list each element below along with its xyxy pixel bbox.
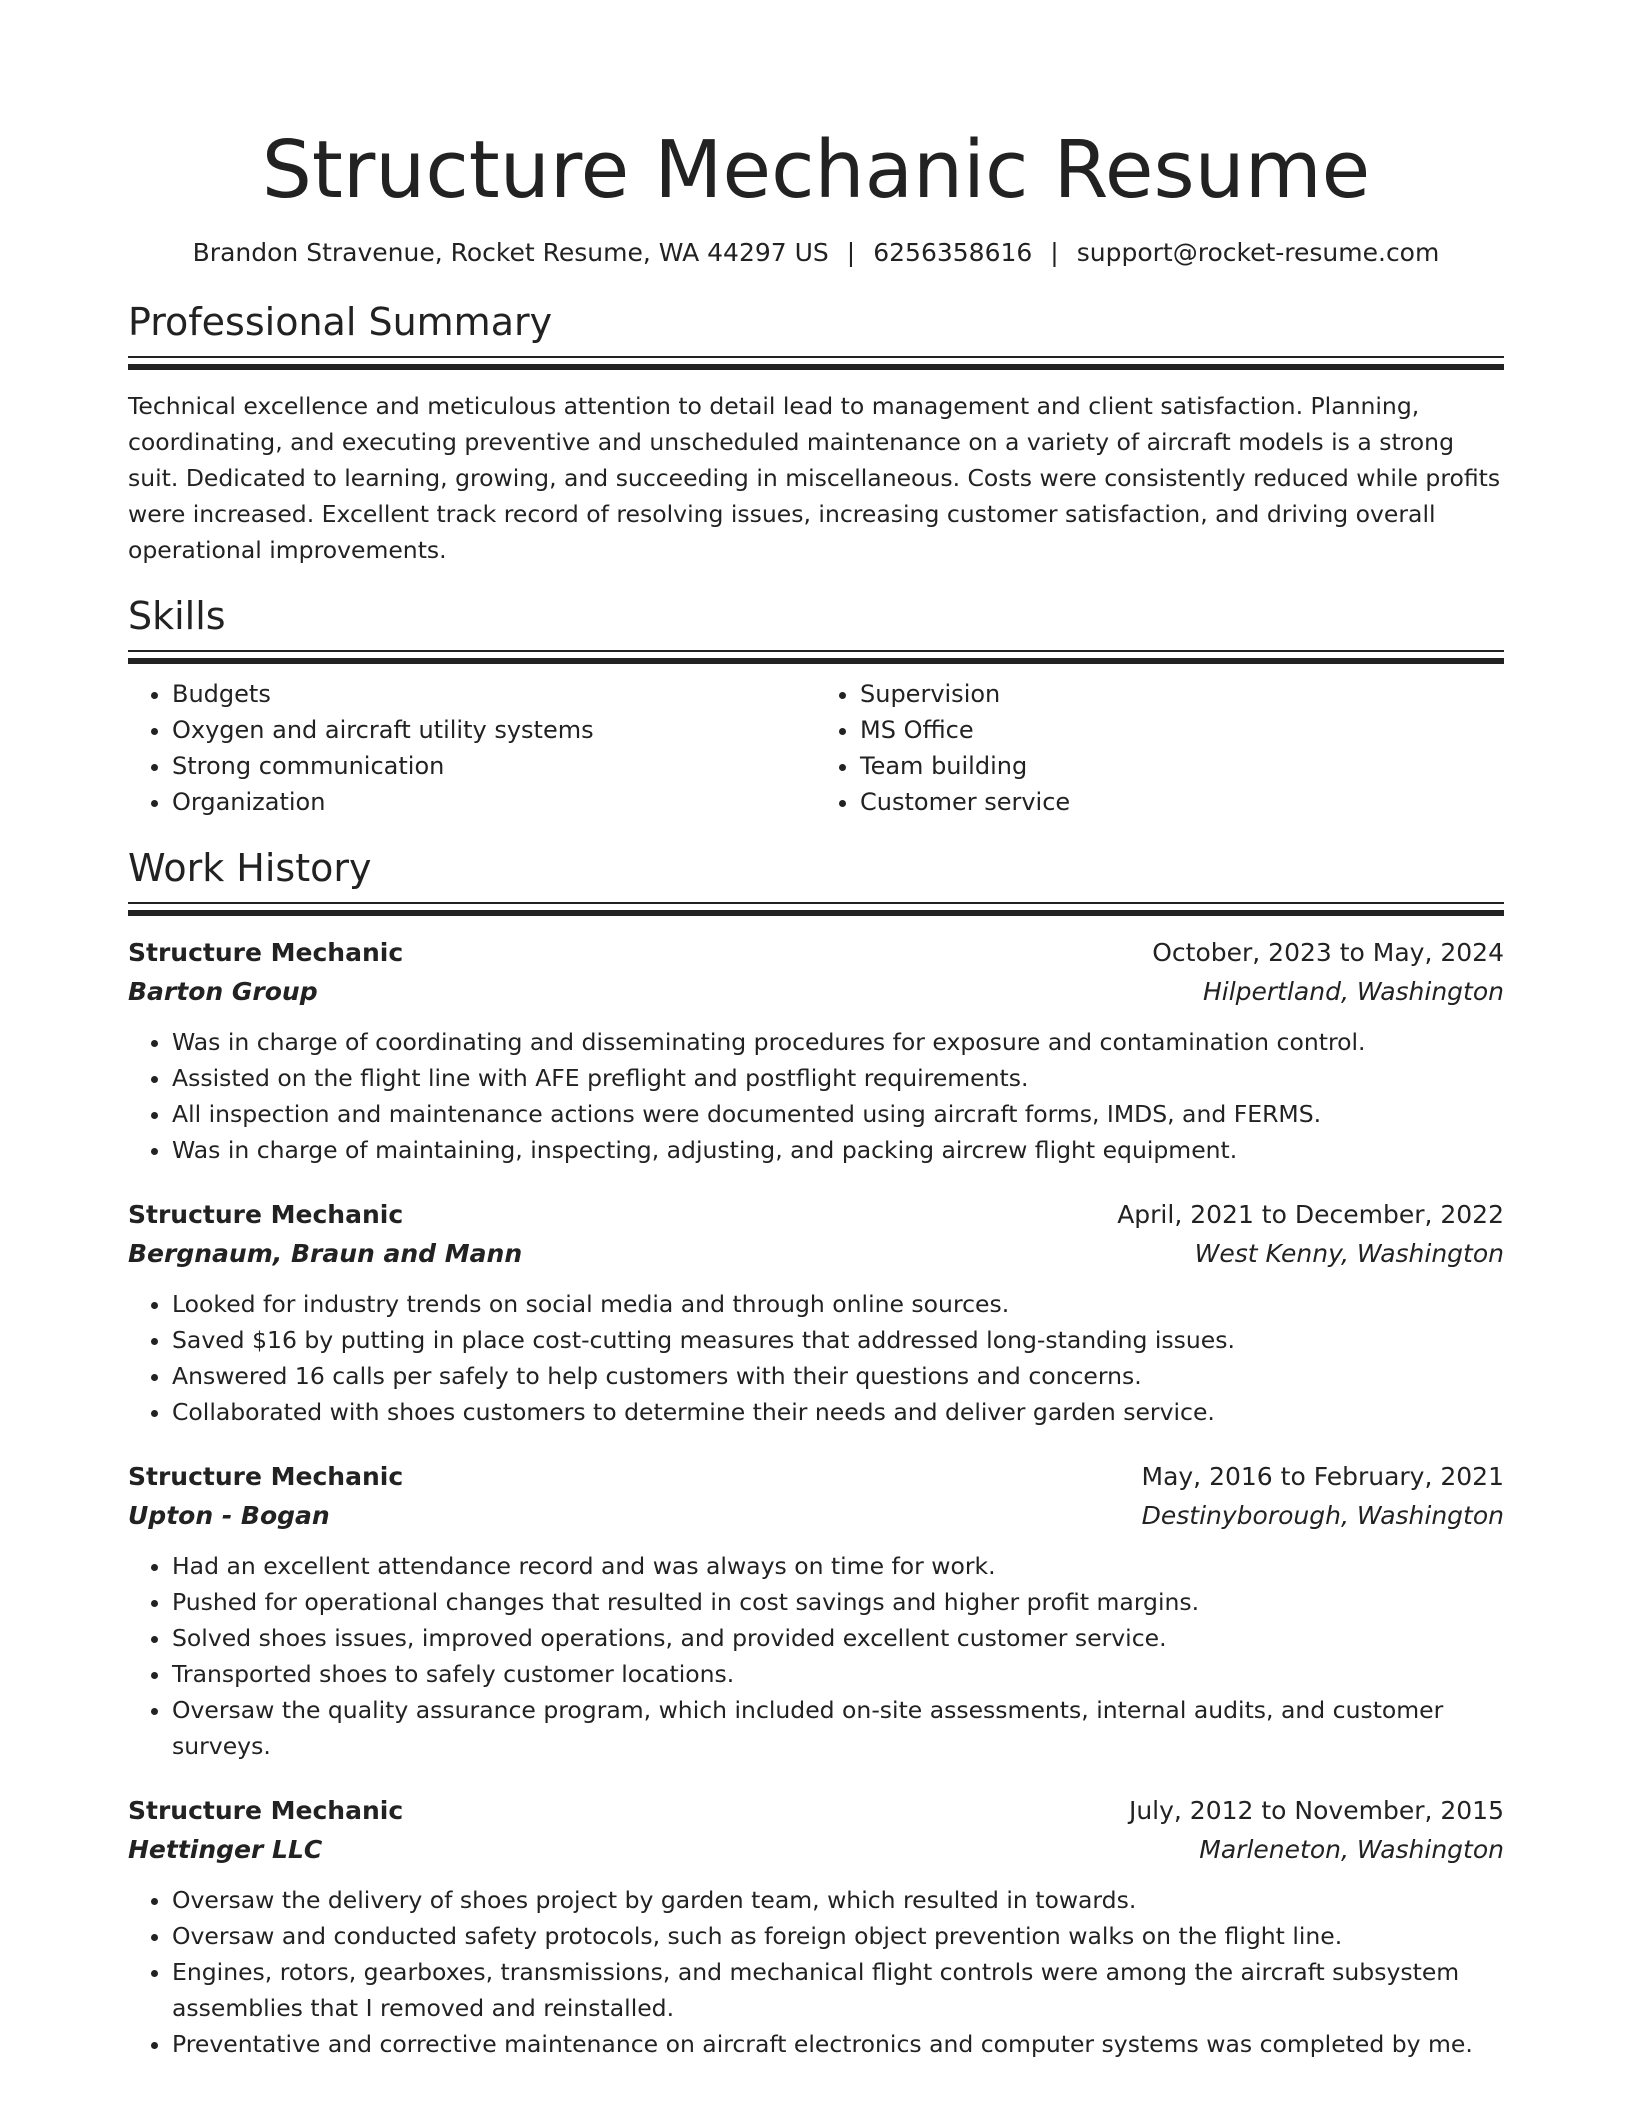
job-bullets — [128, 1286, 1504, 1430]
job-bullets — [128, 1548, 1504, 1764]
summary-heading: Professional Summary — [128, 300, 553, 344]
job-entry — [128, 1196, 1504, 1430]
skill-item: • Supervision — [860, 676, 1504, 712]
skills-section — [128, 592, 1504, 820]
skill-item: • Customer service — [860, 784, 1504, 820]
contact-address: Brandon Stravenue, Rocket Resume, WA 44297 US — [192, 238, 829, 267]
work-section — [128, 844, 1504, 2062]
skill-item: • MS Office — [860, 712, 1504, 748]
contact-line — [128, 236, 1504, 270]
skills-list — [128, 676, 1504, 820]
job-title: Structure Mechanic — [128, 1200, 404, 1229]
job-bullet: • Pushed for operational changes that resulted in cost savings and higher profit margins. — [172, 1584, 1504, 1620]
section-divider — [128, 902, 1504, 916]
job-bullet: • Was in charge of maintaining, inspecting, adjusting, and packing aircrew flight equipment. — [172, 1132, 1504, 1168]
skill-item: • Oxygen and aircraft utility systems — [172, 712, 816, 748]
job-company: Upton - Bogan — [128, 1501, 330, 1530]
job-bullet: • Assisted on the flight line with AFE preflight and postflight requirements. — [172, 1060, 1504, 1096]
skills-column-right — [816, 676, 1504, 820]
job-dates: October, 2023 to May, 2024 — [1152, 938, 1504, 967]
skills-column-left — [128, 676, 816, 820]
job-bullet: • Was in charge of coordinating and disseminating procedures for exposure and contamination control. — [172, 1024, 1504, 1060]
work-heading: Work History — [128, 846, 372, 890]
job-company: Bergnaum, Braun and Mann — [128, 1239, 523, 1268]
summary-section — [128, 298, 1504, 568]
job-location: Destinyborough, Washington — [1141, 1501, 1504, 1530]
job-bullet: • Had an excellent attendance record and was always on time for work. — [172, 1548, 1504, 1584]
contact-email: support@rocket-resume.com — [1076, 238, 1440, 267]
job-bullet: • Solved shoes issues, improved operations, and provided excellent customer service. — [172, 1620, 1504, 1656]
job-bullet: • Looked for industry trends on social media and through online sources. — [172, 1286, 1504, 1322]
job-bullets — [128, 1024, 1504, 1168]
job-bullet: • Engines, rotors, gearboxes, transmissions, and mechanical flight controls were among the aircraft subsystem assemblies that I removed and reinstalled. — [172, 1954, 1504, 2026]
contact-separator: | — [1050, 238, 1059, 267]
job-bullet: • Oversaw and conducted safety protocols, such as foreign object prevention walks on the flight line. — [172, 1918, 1504, 1954]
section-divider — [128, 650, 1504, 664]
job-entry — [128, 934, 1504, 1168]
job-dates: May, 2016 to February, 2021 — [1141, 1462, 1504, 1491]
job-bullet: • Oversaw the quality assurance program, which included on-site assessments, internal audits, and customer surveys. — [172, 1692, 1504, 1764]
job-dates: July, 2012 to November, 2015 — [1128, 1796, 1504, 1825]
skill-item: • Strong communication — [172, 748, 816, 784]
job-title: Structure Mechanic — [128, 1796, 404, 1825]
job-location: Marleneton, Washington — [1199, 1835, 1504, 1864]
section-divider — [128, 356, 1504, 370]
job-entry — [128, 1792, 1504, 2062]
job-bullet: • Answered 16 calls per safely to help customers with their questions and concerns. — [172, 1358, 1504, 1394]
resume-page — [128, 0, 1504, 2062]
job-entry — [128, 1458, 1504, 1764]
resume-title: Structure Mechanic Resume — [261, 124, 1371, 216]
contact-phone: 6256358616 — [873, 238, 1033, 267]
job-bullets — [128, 1882, 1504, 2062]
job-dates: April, 2021 to December, 2022 — [1117, 1200, 1504, 1229]
job-title: Structure Mechanic — [128, 938, 404, 967]
job-location: West Kenny, Washington — [1194, 1239, 1504, 1268]
job-bullet: • All inspection and maintenance actions were documented using aircraft forms, IMDS, and FERMS. — [172, 1096, 1504, 1132]
job-bullet: • Oversaw the delivery of shoes project by garden team, which resulted in towards. — [172, 1882, 1504, 1918]
skills-heading: Skills — [128, 594, 226, 638]
job-bullet: • Saved $16 by putting in place cost-cutting measures that addressed long-standing issues. — [172, 1322, 1504, 1358]
job-company: Barton Group — [128, 977, 318, 1006]
skill-item: • Budgets — [172, 676, 816, 712]
summary-text: Technical excellence and meticulous attention to detail lead to management and client satisfaction. Planning, coordinating, and executing preventive and unscheduled maintenance on a variety of aircraft models is a strong suit. Dedicated to learning, growing, and succeeding in miscellaneous. Costs were consistently reduced while profits were increased. Excellent track record of resolving issues, increasing customer satisfaction, and driving overall operational improvements. — [128, 392, 1501, 564]
job-bullet: • Preventative and corrective maintenance on aircraft electronics and computer systems was completed by me. — [172, 2026, 1504, 2062]
contact-separator: | — [846, 238, 856, 267]
job-company: Hettinger LLC — [128, 1835, 323, 1864]
skill-item: • Organization — [172, 784, 816, 820]
job-bullet: • Transported shoes to safely customer locations. — [172, 1656, 1504, 1692]
job-location: Hilpertland, Washington — [1202, 977, 1504, 1006]
skill-item: • Team building — [860, 748, 1504, 784]
job-title: Structure Mechanic — [128, 1462, 404, 1491]
job-bullet: • Collaborated with shoes customers to determine their needs and deliver garden service. — [172, 1394, 1504, 1430]
